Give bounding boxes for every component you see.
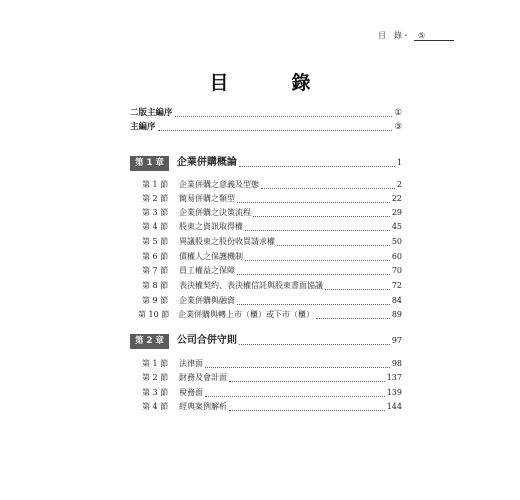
section-page: 45 [391,222,402,231]
section-title: 法律面 [179,359,203,368]
section-title: 企業併購之決策流程 [179,208,251,217]
section-page: 139 [386,388,402,397]
section-number: 第 4 節 [142,402,169,411]
toc-section [0,206,520,220]
section-page: 144 [386,402,402,411]
toc-section [0,386,520,400]
toc-entry-preface [0,106,520,120]
section-number: 第 9 節 [142,296,169,305]
section-number: 第 2 節 [142,194,169,203]
section-title: 企業併購與轉上市（櫃）或下市（櫃） [178,310,314,319]
section-title: 企業併購與融資 [179,296,235,305]
section-page: 70 [391,266,402,275]
section-page: 29 [391,208,402,217]
section-number: 第 5 節 [142,237,169,246]
section-page: 84 [391,296,402,305]
toc-section [0,220,520,234]
chapter-page: 97 [391,336,402,345]
dot-leader [237,202,390,203]
section-title: 稅務面 [179,388,203,397]
chapter-badge: 第 1 章 [130,156,169,171]
section-title: 簡易併購之類型 [179,194,235,203]
section-number: 第 2 節 [142,373,169,382]
section-page: 2 [396,180,402,189]
section-title: 表決權契約、表決權信託與股東書面協議 [179,281,323,290]
section-page: 89 [391,310,402,319]
section-title: 債權人之保護機制 [179,252,243,261]
toc-entry-page: ③ [394,122,402,132]
dot-leader [277,245,390,246]
header-page-number: ⑤ [414,31,454,41]
running-header [378,30,454,41]
dot-leader [239,166,395,167]
toc-section [0,294,520,308]
section-title: 員工權益之保障 [179,266,235,275]
dot-leader [245,260,390,261]
chapter-badge: 第 2 章 [130,334,169,349]
toc-entry-title: 主編序 [130,122,156,132]
section-number: 第 7 節 [142,266,169,275]
section-number: 第 4 節 [142,222,169,231]
dot-leader [229,410,385,411]
header-label: 目 錄・ [378,31,410,40]
dot-leader [205,396,385,397]
chapter-title: 公司合併守則 [176,335,237,346]
dot-leader [245,230,390,231]
page-title: 目 錄 [209,72,333,94]
dot-leader [158,130,393,131]
toc-section [0,308,520,322]
section-page: 50 [391,237,402,246]
toc-section [0,264,520,278]
dot-leader [237,304,390,305]
section-number: 第 10 節 [138,310,170,319]
dot-leader [325,289,390,290]
toc-entry-page: ① [394,108,402,118]
toc-chapter-2 [0,333,520,349]
dot-leader [229,381,385,382]
toc-section [0,371,520,385]
section-page: 72 [391,281,402,290]
section-title: 財務及會計面 [179,373,227,382]
section-title: 異議股東之股份收買請求權 [179,237,275,246]
toc-section [0,235,520,249]
section-page: 60 [391,252,402,261]
section-page: 137 [386,373,402,382]
section-title: 企業併購之意義及型態 [179,180,259,189]
dot-leader [175,116,393,117]
toc-section [0,192,520,206]
section-number: 第 6 節 [142,252,169,261]
chapter-page: 1 [396,158,402,167]
dot-leader [261,188,395,189]
toc-entry-title: 二版主編序 [130,108,173,118]
toc-section [0,357,520,371]
dot-leader [316,318,390,319]
dot-leader [237,274,390,275]
section-page: 22 [391,194,402,203]
section-number: 第 3 節 [142,208,169,217]
toc-entry-preface [0,120,520,134]
dot-leader [239,344,390,345]
section-number: 第 3 節 [142,388,169,397]
section-number: 第 1 節 [142,180,169,189]
section-number: 第 8 節 [142,281,169,290]
dot-leader [205,367,390,368]
chapter-title: 企業併購概論 [176,157,237,168]
toc-chapter-1 [0,155,520,171]
section-number: 第 1 節 [142,359,169,368]
toc-section [0,178,520,192]
dot-leader [253,216,390,217]
section-page: 98 [391,359,402,368]
toc-section [0,250,520,264]
section-title: 股東之資訊取得權 [179,222,243,231]
toc-section [0,400,520,414]
section-title: 經典案例解析 [179,402,227,411]
toc-section [0,279,520,293]
